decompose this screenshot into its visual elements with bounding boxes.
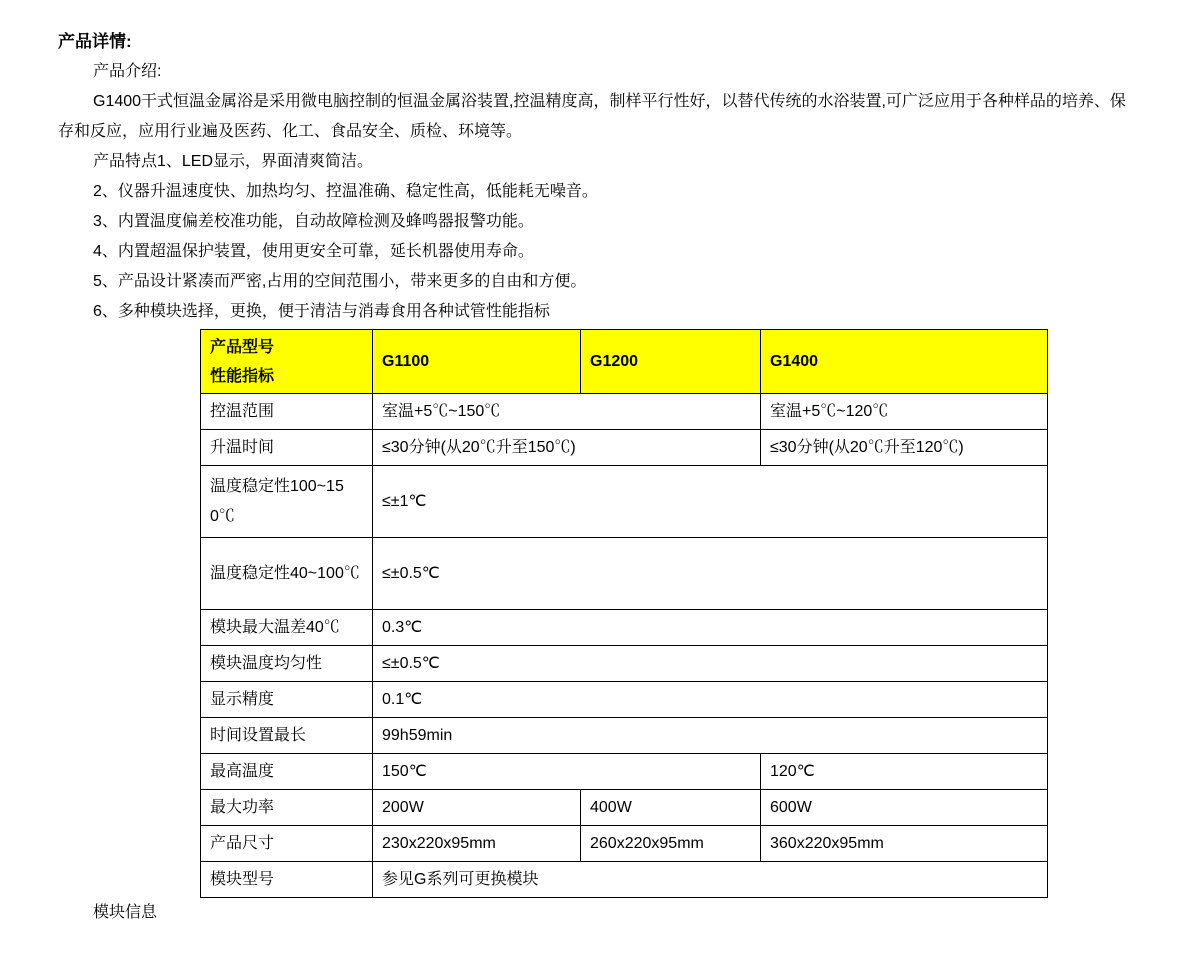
model-header-g1400: G1400 — [761, 330, 1048, 394]
feature-item-2: 2、仪器升温速度快、加热均匀、控温准确、稳定性高，低能耗无噪音。 — [93, 183, 598, 200]
spec-row-label: 升温时间 — [201, 430, 373, 466]
feature-item-4: 4、内置超温保护装置，使用更安全可靠，延长机器使用寿命。 — [93, 243, 534, 260]
spec-cell: 120℃ — [761, 754, 1048, 790]
spec-cell: 室温+5℃~120℃ — [761, 394, 1048, 430]
model-header-g1200: G1200 — [581, 330, 761, 394]
spec-cell: 400W — [581, 790, 761, 826]
spec-row-label: 模块型号 — [201, 862, 373, 898]
spec-row-max-power — [201, 790, 1048, 826]
module-info-label: 模块信息 — [93, 904, 158, 921]
spec-row-stability-low — [201, 538, 1048, 610]
feature-item-3: 3、内置温度偏差校准功能，自动故障检测及蜂鸣器报警功能。 — [93, 213, 534, 230]
spec-cell: ≤±1℃ — [373, 466, 1048, 538]
spec-cell: 99h59min — [373, 718, 1048, 754]
spec-cell: ≤30分钟(从20℃升至150℃) — [373, 430, 761, 466]
spec-cell: 参见G系列可更换模块 — [373, 862, 1048, 898]
corner-header-line2: 性能指标 — [210, 367, 275, 385]
spec-row-label: 产品尺寸 — [201, 826, 373, 862]
spec-cell: 600W — [761, 790, 1048, 826]
product-description: G1400干式恒温金属浴是采用微电脑控制的恒温金属浴装置,控温精度高，制样平行性好，以替代传统的水浴装置,可广泛应用于各种样品的培养、保存和反应，应用行业遍及医药、化工、食品安全、质检、环境等。 — [58, 93, 1126, 140]
spec-row-label: 最大功率 — [201, 790, 373, 826]
spec-cell: 360x220x95mm — [761, 826, 1048, 862]
spec-row-label: 模块最大温差40℃ — [201, 610, 373, 646]
spec-row-label: 温度稳定性40~100℃ — [201, 538, 373, 610]
spec-row-label: 控温范围 — [201, 394, 373, 430]
corner-header-line1: 产品型号 — [210, 338, 275, 356]
spec-row-display-precision — [201, 682, 1048, 718]
spec-cell: 230x220x95mm — [373, 826, 581, 862]
feature-item-1: 产品特点1、LED显示，界面清爽简洁。 — [93, 153, 374, 170]
model-header-g1100: G1100 — [373, 330, 581, 394]
spec-table — [200, 329, 1048, 898]
spec-row-heatup-time — [201, 430, 1048, 466]
spec-header-row — [201, 330, 1048, 394]
feature-item-6: 6、多种模块选择，更换，便于清洁与消毒食用各种试管性能指标 — [93, 303, 550, 320]
spec-row-max-temp — [201, 754, 1048, 790]
spec-row-stability-high — [201, 466, 1048, 538]
spec-cell: 0.1℃ — [373, 682, 1048, 718]
intro-label: 产品介绍: — [93, 63, 162, 80]
spec-corner-header — [201, 330, 373, 394]
spec-row-module-uniformity — [201, 646, 1048, 682]
spec-cell: 150℃ — [373, 754, 761, 790]
spec-row-label: 时间设置最长 — [201, 718, 373, 754]
spec-row-label: 温度稳定性100~150℃ — [201, 466, 373, 538]
spec-cell: 0.3℃ — [373, 610, 1048, 646]
spec-row-label: 最高温度 — [201, 754, 373, 790]
spec-row-label: 模块温度均匀性 — [201, 646, 373, 682]
spec-cell: ≤±0.5℃ — [373, 646, 1048, 682]
spec-cell: ≤30分钟(从20℃升至120℃) — [761, 430, 1048, 466]
spec-cell: 260x220x95mm — [581, 826, 761, 862]
spec-row-label: 显示精度 — [201, 682, 373, 718]
spec-row-dimensions — [201, 826, 1048, 862]
spec-row-max-module-diff — [201, 610, 1048, 646]
spec-cell: 室温+5℃~150℃ — [373, 394, 761, 430]
page-title: 产品详情: — [58, 32, 132, 51]
spec-cell: 200W — [373, 790, 581, 826]
spec-row-temp-range — [201, 394, 1048, 430]
spec-row-module-model — [201, 862, 1048, 898]
spec-cell: ≤±0.5℃ — [373, 538, 1048, 610]
feature-item-5: 5、产品设计紧凑而严密,占用的空间范围小，带来更多的自由和方便。 — [93, 273, 587, 290]
spec-row-max-timer — [201, 718, 1048, 754]
